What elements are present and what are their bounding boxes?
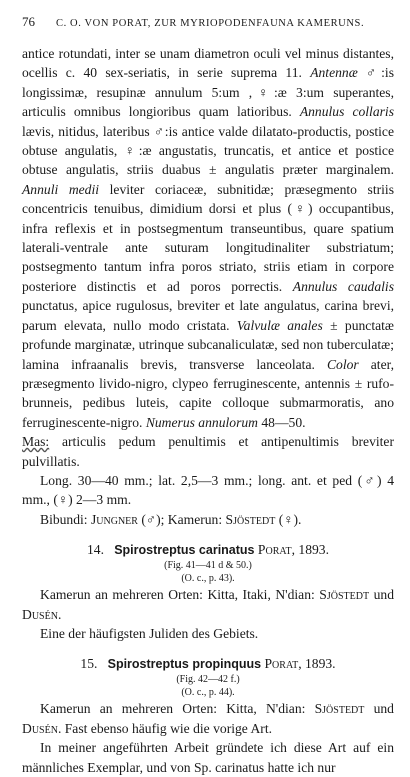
entry-14-number: 14.: [86, 542, 104, 558]
article-body: [22, 44, 394, 777]
collector-jungner: Jungner: [90, 511, 138, 527]
entry-14-species: Spirostreptus carinatus: [114, 543, 255, 558]
entry-14-collector-2: Dusén: [22, 606, 58, 622]
entry-15-ref: (O. c., p. 44).: [181, 687, 235, 699]
entry-14-text: Kamerun an mehreren Orten: Kitta, Itaki, N'dian:: [40, 587, 320, 603]
locality-kamerun: (♂); Kamerun:: [137, 511, 226, 527]
entry-15-author: Porat: [264, 656, 299, 672]
annuli-medii-label: Annuli medii: [22, 181, 100, 197]
color-label: Color: [326, 356, 359, 372]
valvulae-label: Valvulæ anales: [236, 317, 323, 333]
entry-15-und: und: [364, 701, 394, 717]
desc-text-5: punctatus, apice rugulosus, breviter et late angulatus, carina brevi, parum elevata, nullo modo cristata.: [22, 298, 394, 333]
desc-text-7: ater, præsegmento livido-nigro, clypeo ferruginescente, antennis ± rufo-brunneis, pedibus luteis, capite colloque submarmoratis, ano ferruginescente-nigro.: [22, 356, 394, 430]
annulus-collaris-label: Annulus collaris: [299, 104, 394, 120]
entry-15-heading: [22, 655, 394, 673]
entry-14-heading: [22, 541, 394, 559]
entry-15-fig: (Fig. 42—42 f.): [176, 674, 240, 686]
desc-text-8: 48—50.: [257, 414, 306, 430]
entry-14-fig: (Fig. 41—41 d & 50.): [164, 560, 252, 572]
running-title: C. O. VON PORAT, ZUR MYRIOPODENFAUNA KAMERUNS.: [56, 18, 365, 29]
numerus-label: Numerus annulorum: [145, 414, 258, 430]
entry-14-ref: (O. c., p. 43).: [181, 573, 235, 585]
measurements: Long. 30—40 mm.; lat. 2,5—3 mm.; long. ant. et ped (♂) 4 mm., (♀) 2—3 mm.: [22, 472, 394, 508]
antennae-label: Antennæ: [310, 65, 358, 81]
desc-text-6: ± punctatæ profunde marginatæ, utrinque subcanaliculatæ, sed non tuberculatæ; lamina infraanalis brevis, transverse lanceolata.: [22, 317, 394, 372]
entry-15-discussion: In meiner angeführten Arbeit gründete ich diese Art auf ein männliches Exemplar, und von Sp. carinatus hatte ich nur: [22, 740, 394, 775]
desc-text-4: leviter coriaceæ, subnitidæ; præsegmento striis concentricis tenuibus, dimidium dorsi et plus (♀) occupantibus, infra reflexis et in postsegmentum transeuntibus, quare spatium laterali-ventrale ante suturam longitudinaliter substriatum; postsegmento tantum infra poros striato, striis etiam in corpore posteriore distinctis et ad poros porrectis.: [22, 181, 394, 294]
mas-label: Mas:: [22, 434, 50, 450]
page-number: 76: [22, 14, 35, 29]
entry-15-localities: [22, 699, 394, 738]
desc-text-3: lævis, nitidus, lateribus ♂:is antice valde dilatato-productis, postice obtuse angulatis, ♀:æ angustatis, truncatis, et antice et postice obtuse angulatis, striis duabus ± angulatis præter marginalem.: [22, 123, 394, 178]
entry-14-collector-1: Sjöstedt: [319, 587, 370, 603]
mas-text: articulis pedum penultimis et antipenultimis breviter pulvillatis.: [22, 434, 394, 469]
mas-paragraph: [22, 432, 394, 471]
entry-15-species: Spirostreptus propinquus: [107, 657, 262, 672]
desc-text-2: ♂:is longissimæ, resupinæ annulum 5:um ,♀:æ 3:um superantes, articulis omnibus longioribus quam latioribus.: [22, 65, 394, 120]
running-header: [22, 14, 394, 36]
entry-15-end: . Fast ebenso häufig wie die vorige Art.: [57, 720, 272, 736]
desc-text-1: antice rotundati, inter se unam diametron oculi vel minus distantes, ocellis c. 40 sex-seriatis, in serie suprema 11.: [22, 46, 394, 81]
entry-14-end: .: [57, 606, 62, 622]
entry-14-author: Porat: [257, 542, 292, 558]
entry-15-collector-1: Sjöstedt: [314, 701, 365, 717]
species-description: [22, 44, 394, 432]
entry-14-note: Eine der häufigsten Juliden des Gebiets.: [40, 625, 259, 641]
entry-15-text: Kamerun an mehreren Orten: Kitta, N'dian:: [40, 701, 315, 717]
entry-15-year: , 1893.: [298, 656, 336, 672]
entry-14-year: , 1893.: [291, 542, 329, 558]
annulus-caudalis-label: Annulus caudalis: [292, 278, 394, 294]
entry-15-collector-2: Dusén: [22, 720, 58, 736]
localities-line: [22, 510, 394, 529]
entry-14-und: und: [369, 587, 394, 603]
entry-15-number: 15.: [80, 656, 98, 672]
locality-bibundi: Bibundi:: [40, 511, 91, 527]
collector-sjostedt: Sjöstedt: [225, 511, 276, 527]
entry-14-localities: [22, 585, 394, 624]
locality-end: (♀).: [275, 511, 302, 527]
